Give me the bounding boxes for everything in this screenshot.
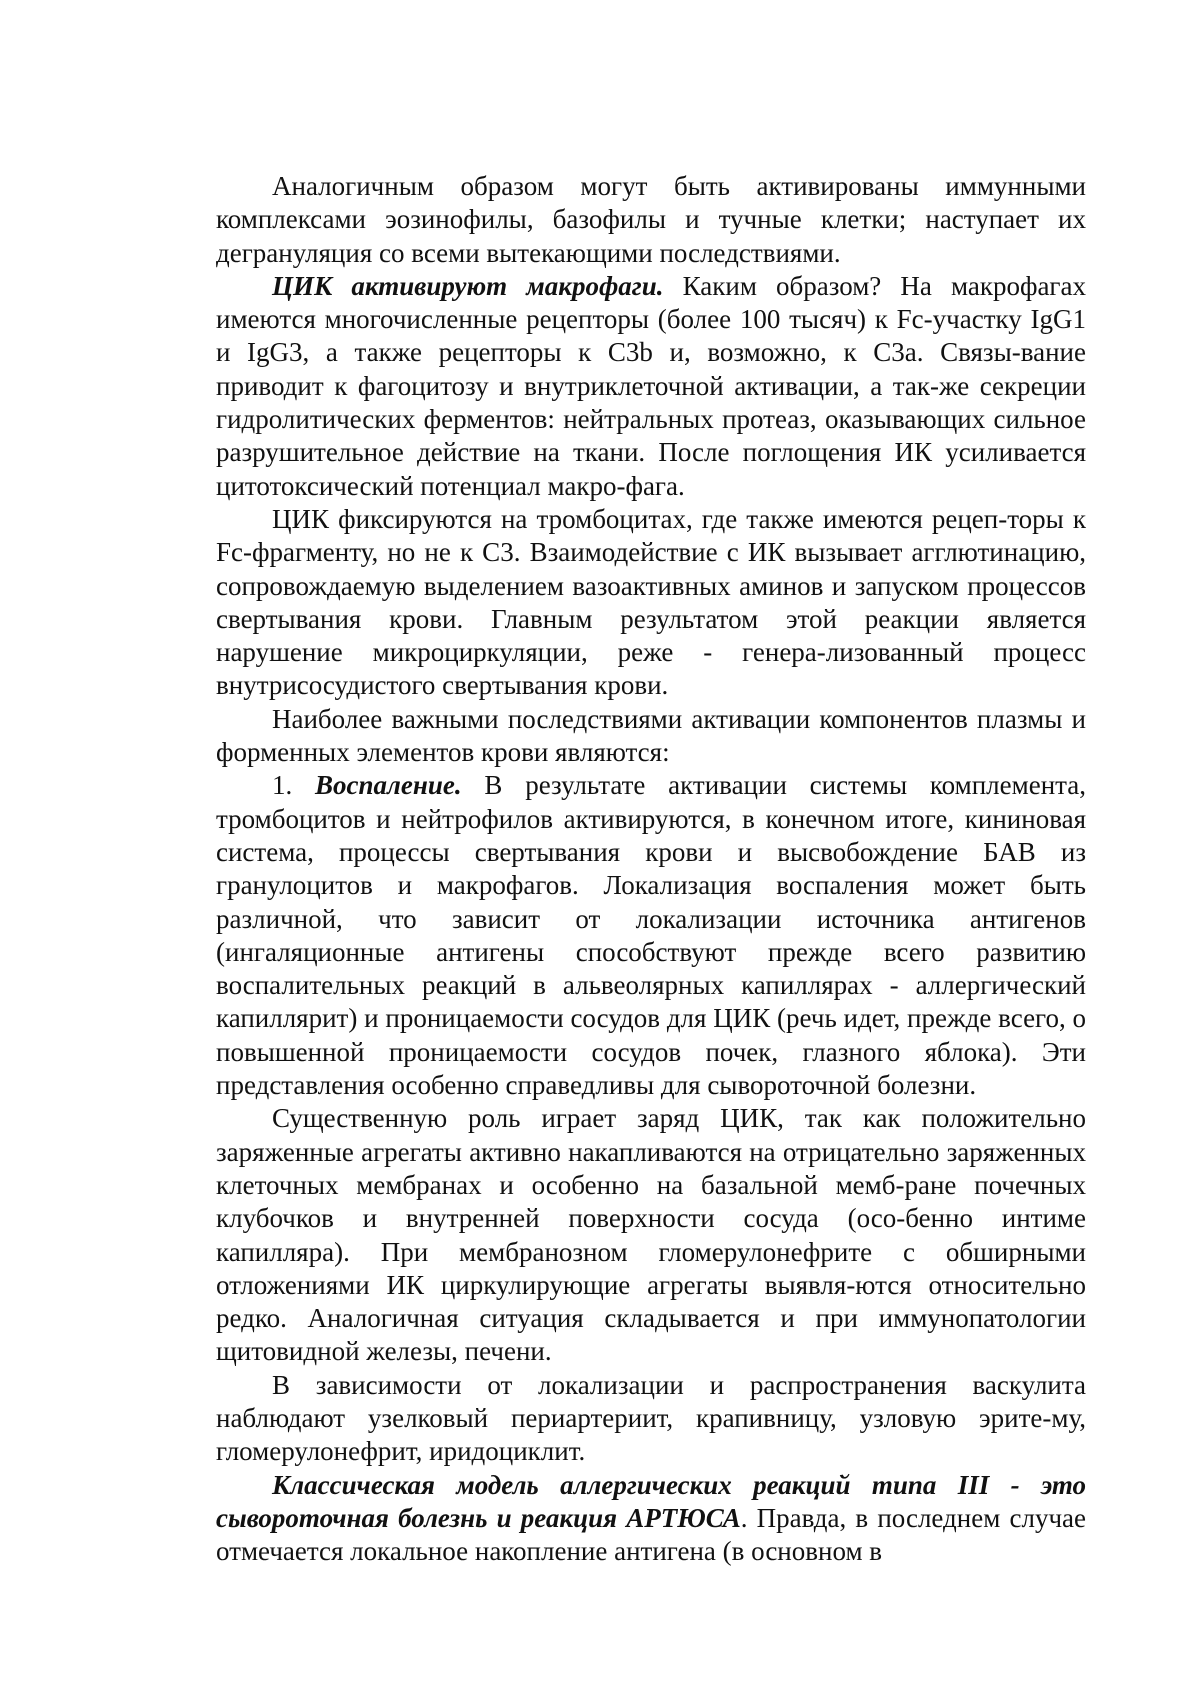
paragraph-text: Аналогичным образом могут быть активированы иммунными комплексами эозинофилы, базофилы и тучные клетки; наступает их дегрануляция со всеми вытекающими последствиями. xyxy=(216,171,1086,268)
paragraph-lead-heading: Классическая модель аллергических реакций типа III - это сывороточная болезнь и реакция АРТЮСА xyxy=(216,1469,1086,1533)
paragraph-text: В зависимости от локализации и распространения васкулита наблюдают узелковый периартериит, крапивницу, узловую эрите-му, гломерулонефрит, иридоциклит. xyxy=(216,1369,1086,1467)
paragraph-lead-heading: Воспаление. xyxy=(315,770,462,801)
paragraph-eosinophils xyxy=(216,170,1086,270)
paragraph-text: В результате активации системы комплемента, тромбоцитов и нейтрофилов активируются, в конечном итоге, кининовая система, процессы свертывания крови и высвобождение БАВ из гранулоцитов и макрофагов. Локализация воспаления может быть различной, что зависит от локализации источника антигенов (ингаляционные антигены способствуют прежде всего развитию воспалительных реакций в альвеолярных капиллярах - аллергический капиллярит) и проницаемости сосудов для ЦИК (речь идет, прежде всего, о повышенной проницаемости сосудов почек, глазного яблока). Эти представления особенно справедливы для сывороточной болезни. xyxy=(216,770,1087,1101)
paragraph-charge xyxy=(216,1102,1086,1368)
paragraph-text: Существенную роль играет заряд ЦИК, так как положительно заряженные агрегаты активно накапливаются на отрицательно заряженных клеточных мембранах и особенно на базальной мемб-ране почечных клубочков и внутренней поверхности сосуда (осо-бенно интиме капилляра). При мембранозном гломерулонефрите с обширными отложениями ИК циркулирующие агрегаты выявля-ются относительно редко. Аналогичная ситуация складывается и при иммунопатологии щитовидной железы, печени. xyxy=(216,1103,1086,1367)
paragraph-consequences xyxy=(216,703,1086,770)
paragraph-platelets xyxy=(216,503,1086,703)
paragraph-macrophages xyxy=(216,270,1086,503)
paragraph-text: Каким образом? На макрофагах имеются многочисленные рецепторы (более 100 тысяч) к Fc-участку IgG1 и IgG3, а также рецепторы к C3b и, возможно, к C3a. Связы-вание приводит к фагоцитозу и внутриклеточной активации, а так-же секреции гидролитических ферментов: нейтральных протеаз, оказывающих сильное разрушительное действие на ткани. После поглощения ИК усиливается цитотоксический потенциал макро-фага. xyxy=(216,270,1086,501)
list-number: 1. xyxy=(272,770,316,801)
paragraph-classic-model xyxy=(216,1469,1086,1569)
paragraph-vasculitis xyxy=(216,1369,1086,1469)
paragraph-text: Наиболее важными последствиями активации компонентов плазмы и форменных элементов крови являются: xyxy=(216,703,1086,768)
document-page xyxy=(216,170,1086,1568)
paragraph-inflammation xyxy=(216,769,1086,1102)
paragraph-text: . Правда, в последнем случае отмечается локальное накопление антигена (в основном в xyxy=(216,1502,1086,1567)
paragraph-lead-heading: ЦИК активируют макрофаги. xyxy=(272,270,664,301)
paragraph-text: ЦИК фиксируются на тромбоцитах, где также имеются рецеп-торы к Fc-фрагменту, но не к C3. Взаимодействие с ИК вызывает агглютинацию, сопровождаемую выделением вазоактивных аминов и запуском процессов свертывания крови. Главным результатом этой реакции является нарушение микроциркуляции, реже - генера-лизованный процесс внутрисосудистого свертывания крови. xyxy=(216,503,1086,701)
